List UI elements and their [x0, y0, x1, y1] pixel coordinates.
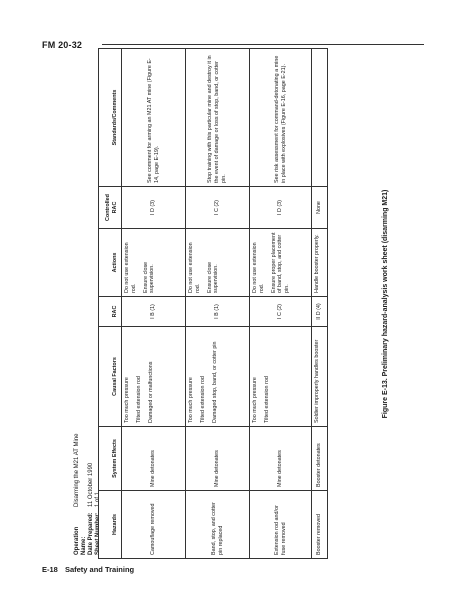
header-hazards: Hazards [99, 491, 122, 559]
comments-cell [312, 49, 328, 187]
table-row [122, 49, 186, 559]
actions-cell-line: Do not use extension rod. [252, 242, 265, 293]
causal-factors-cell [312, 327, 328, 427]
actions-cell-line: Do not use extension rod. [188, 242, 201, 293]
actions-cell-line: Do not use extension rod. [124, 242, 137, 293]
causal-factors-cell-line: Too much pressure [188, 377, 194, 423]
actions-cell-line: Ensure close supervision. [206, 261, 220, 293]
hazard-analysis-table [98, 48, 328, 559]
causal-factors-cell-line: Too much pressure [124, 377, 130, 423]
date-value: 11 October 1990 [88, 462, 94, 507]
causal-factors-cell-line: Tilted extension rod [135, 376, 142, 423]
causal-factors-cell-line: Tilted extension rod [199, 376, 206, 423]
sheet-value: 1 of 1 [95, 491, 101, 507]
table-row [312, 49, 328, 559]
document-code: FM 20-32 [42, 40, 83, 50]
controlled-rac-cell: I C (2) [186, 187, 250, 229]
controlled-rac-cell: None [312, 187, 328, 229]
rac-cell: I C (2) [250, 297, 312, 327]
operation-value: Disarming the M21 AT Mine [74, 433, 80, 507]
hazard-cell: Booster removed [312, 491, 328, 559]
causal-factors-cell [250, 327, 312, 427]
figure-caption: Figure E-13. Preliminary hazard-analysis work sheet (disarming M21) [382, 189, 389, 419]
sheet-label: Sheet Number: [95, 512, 101, 555]
comments-cell [250, 49, 312, 187]
controlled-rac-cell: I D (3) [122, 187, 186, 229]
actions-cell [122, 229, 186, 297]
operation-label: Operation Name: [74, 526, 87, 555]
system-effect-cell: Mine detonates [250, 427, 312, 491]
footer-title: Safety and Training [64, 565, 135, 574]
page-number: E-18 [42, 565, 58, 574]
actions-cell [186, 229, 250, 297]
header-actions: Actions [99, 229, 122, 297]
actions-cell [312, 229, 328, 297]
rac-cell: I B (1) [122, 297, 186, 327]
comments-cell [186, 49, 250, 187]
page-footer [42, 565, 134, 574]
table-header-row [99, 49, 122, 559]
header-rule [102, 44, 424, 45]
causal-factors-cell [186, 327, 250, 427]
hazard-cell: Band, stop, and cotter pin replaced [186, 491, 250, 559]
actions-cell-line: Handle booster properly. [314, 234, 320, 293]
table-body [122, 49, 328, 559]
actions-cell [250, 229, 312, 297]
rotated-worksheet [64, 49, 394, 559]
header-controlled-rac: Controlled RAC [99, 187, 122, 229]
table-row [250, 49, 312, 559]
comments-cell-line: See risk assessment for command-detonating a mine in place with explosives (Figure E-16, page E-21). [273, 55, 287, 183]
system-effect-cell: Booster detonates [312, 427, 328, 491]
causal-factors-cell-line: Damaged or malfunctions [147, 361, 154, 423]
comments-cell-line: Stop training with this particular mine and destroy it in the event of damage or loss of stop, band, or cotter pin. [207, 55, 227, 183]
rac-cell: II D (4) [312, 297, 328, 327]
causal-factors-cell-line: Tilted extension rod [263, 376, 270, 423]
system-effect-cell: Mine detonates [186, 427, 250, 491]
header-causal-factors: Causal Factors [99, 327, 122, 427]
header-rac: RAC [99, 297, 122, 327]
hazard-cell: Camouflage removed [122, 491, 186, 559]
table-row [186, 49, 250, 559]
date-label: Date Prepared: [88, 512, 94, 555]
comments-cell-line: See comment for arming an M21 AT mine (Figure E-14, page E-19). [146, 58, 160, 183]
actions-cell-line: Ensure proper placement of band, stop, and cotter pin. [270, 232, 291, 293]
system-effect-cell: Mine detonates [122, 427, 186, 491]
rac-cell: I B (1) [186, 297, 250, 327]
header-system-effects: System Effects [99, 427, 122, 491]
comments-cell [122, 49, 186, 187]
causal-factors-cell-line: Too much pressure [252, 377, 258, 423]
causal-factors-cell-line: Damaged stop, band, or cotter pin [211, 341, 218, 423]
header-standards-comments: Standards/Comments [99, 49, 122, 187]
actions-cell-line: Ensure close supervision. [142, 261, 156, 293]
hazard-cell: Extension rod and/or fuse removed [250, 491, 312, 559]
controlled-rac-cell: I D (3) [250, 187, 312, 229]
causal-factors-cell [122, 327, 186, 427]
causal-factors-cell-line: Soldier improperly handles booster [314, 339, 320, 423]
